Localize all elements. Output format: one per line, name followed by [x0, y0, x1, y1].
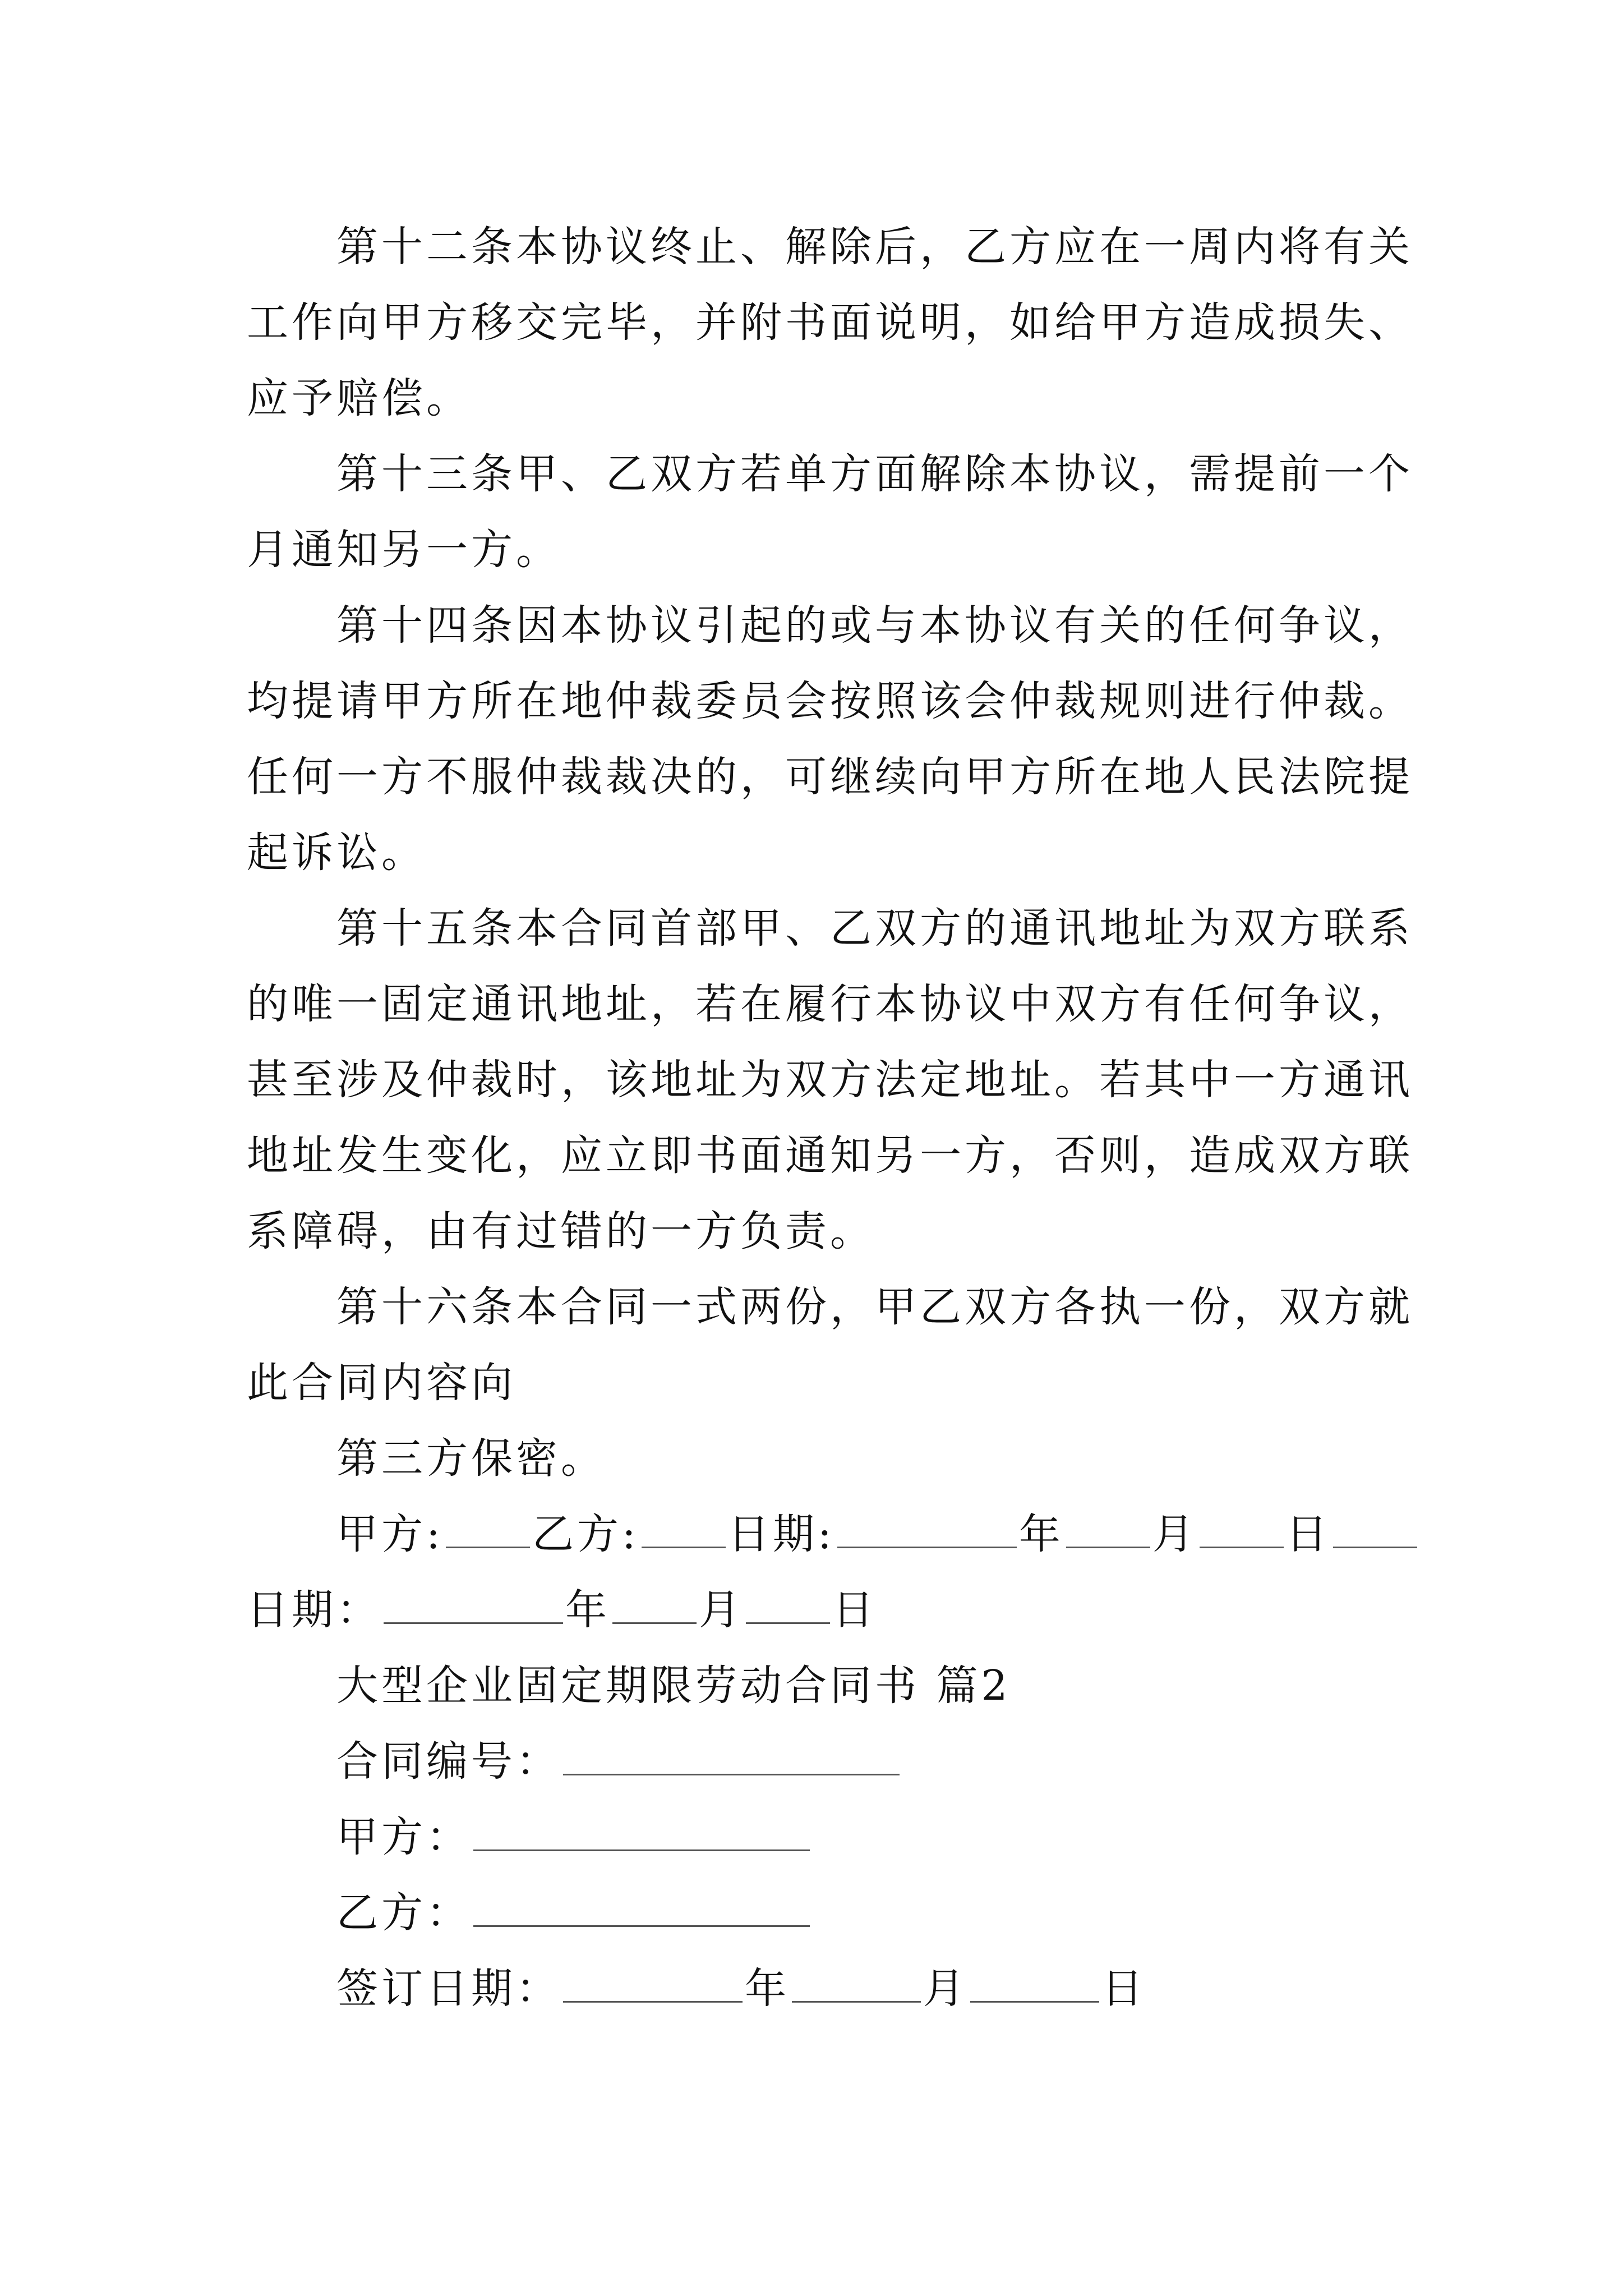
- trailing-blank: [1333, 1512, 1417, 1548]
- month-blank: [1066, 1512, 1150, 1548]
- party-b-label: 乙方:: [532, 1510, 639, 1558]
- paragraph-line: [0, 210, 1623, 283]
- paragraph-line: [0, 362, 1623, 435]
- text-line: 地址发生变化，应立即书面通知另一方，否则，造成双方联: [247, 1131, 1413, 1180]
- day-label: 日: [1101, 1964, 1146, 2013]
- text-line: 的唯一固定通讯地址，若在履行本协议中双方有任何争议，: [247, 980, 1413, 1028]
- text-line: 应予赔偿。: [247, 374, 471, 422]
- month-label: 月: [923, 1964, 968, 2013]
- signature-line: [0, 1573, 1623, 1646]
- party-a-label: 甲方:: [336, 1510, 444, 1558]
- text-line: 甚至涉及仲裁时，该地址为双方法定地址。若其中一方通讯: [247, 1056, 1413, 1104]
- text-line: 第十二条本协议终止、解除后，乙方应在一周内将有关: [336, 223, 1413, 271]
- month-label: 月: [699, 1586, 744, 1634]
- sign-date-label: 签订日期：: [336, 1964, 561, 2013]
- party-a-blank: [446, 1512, 530, 1548]
- paragraph-line: [0, 892, 1623, 965]
- day-blank: [1200, 1512, 1284, 1548]
- text-line: 均提请甲方所在地仲裁委员会按照该会仲裁规则进行仲裁。: [247, 677, 1413, 725]
- party-b-blank: [473, 1890, 810, 1927]
- day-blank: [970, 1966, 1099, 2003]
- sign-date-row: [0, 1952, 1623, 2025]
- party-a-label: 甲方：: [336, 1813, 471, 1861]
- month-blank: [792, 1966, 921, 2003]
- paragraph-line: [0, 1422, 1623, 1495]
- text-line: 系障碍，由有过错的一方负责。: [247, 1207, 875, 1255]
- party-b-blank: [642, 1512, 726, 1548]
- text-line: 第十四条因本协议引起的或与本协议有关的任何争议，: [336, 601, 1413, 650]
- paragraph-line: [0, 968, 1623, 1041]
- paragraph-line: [0, 438, 1623, 510]
- year-label: 年: [565, 1586, 610, 1634]
- text-line: 月通知另一方。: [247, 526, 561, 574]
- month-label: 月: [1152, 1510, 1197, 1558]
- section-title-text: 大型企业固定期限劳动合同书 篇2: [336, 1662, 1011, 1710]
- date-label: 日期:: [727, 1510, 835, 1558]
- paragraph-line: [0, 1346, 1623, 1419]
- year-blank: [563, 1966, 743, 2003]
- text-line: 此合同内容向: [247, 1359, 516, 1407]
- paragraph-line: [0, 816, 1623, 889]
- text-line: 第十五条本合同首部甲、乙双方的通讯地址为双方联系: [336, 904, 1413, 953]
- signature-line: [0, 1498, 1623, 1571]
- party-b-label: 乙方：: [336, 1889, 471, 1937]
- month-blank: [612, 1588, 697, 1624]
- day-blank: [746, 1588, 830, 1624]
- paragraph-line: [0, 1195, 1623, 1268]
- paragraph-line: [0, 1119, 1623, 1192]
- day-label: 日: [1285, 1510, 1331, 1558]
- day-label: 日: [832, 1586, 877, 1634]
- party-a-blank: [473, 1815, 810, 1851]
- text-line: 第三方保密。: [336, 1434, 606, 1483]
- text-line: 第十六条本合同一式两份，甲乙双方各执一份，双方就: [336, 1283, 1413, 1331]
- paragraph-line: [0, 740, 1623, 813]
- paragraph-line: [0, 286, 1623, 359]
- text-line: 任何一方不服仲裁裁决的，可继续向甲方所在地人民法院提: [247, 753, 1413, 801]
- year-blank: [837, 1512, 1017, 1548]
- year-label: 年: [745, 1964, 790, 2013]
- paragraph-line: [0, 513, 1623, 586]
- contract-number-blank: [563, 1739, 900, 1775]
- paragraph-line: [0, 1271, 1623, 1343]
- contract-number-row: [0, 1725, 1623, 1798]
- text-line: 第十三条甲、乙双方若单方面解除本协议，需提前一个: [336, 450, 1413, 498]
- party-b-row: [0, 1876, 1623, 1949]
- text-line: 起诉讼。: [247, 829, 426, 877]
- year-blank: [384, 1588, 563, 1624]
- text-line: 工作向甲方移交完毕，并附书面说明，如给甲方造成损失、: [247, 298, 1413, 347]
- section-title: [0, 1649, 1623, 1722]
- year-label: 年: [1018, 1510, 1064, 1558]
- date-label: 日期：: [247, 1586, 381, 1634]
- paragraph-line: [0, 589, 1623, 662]
- contract-number-label: 合同编号：: [336, 1737, 561, 1786]
- party-a-row: [0, 1801, 1623, 1874]
- paragraph-line: [0, 1043, 1623, 1116]
- paragraph-line: [0, 665, 1623, 738]
